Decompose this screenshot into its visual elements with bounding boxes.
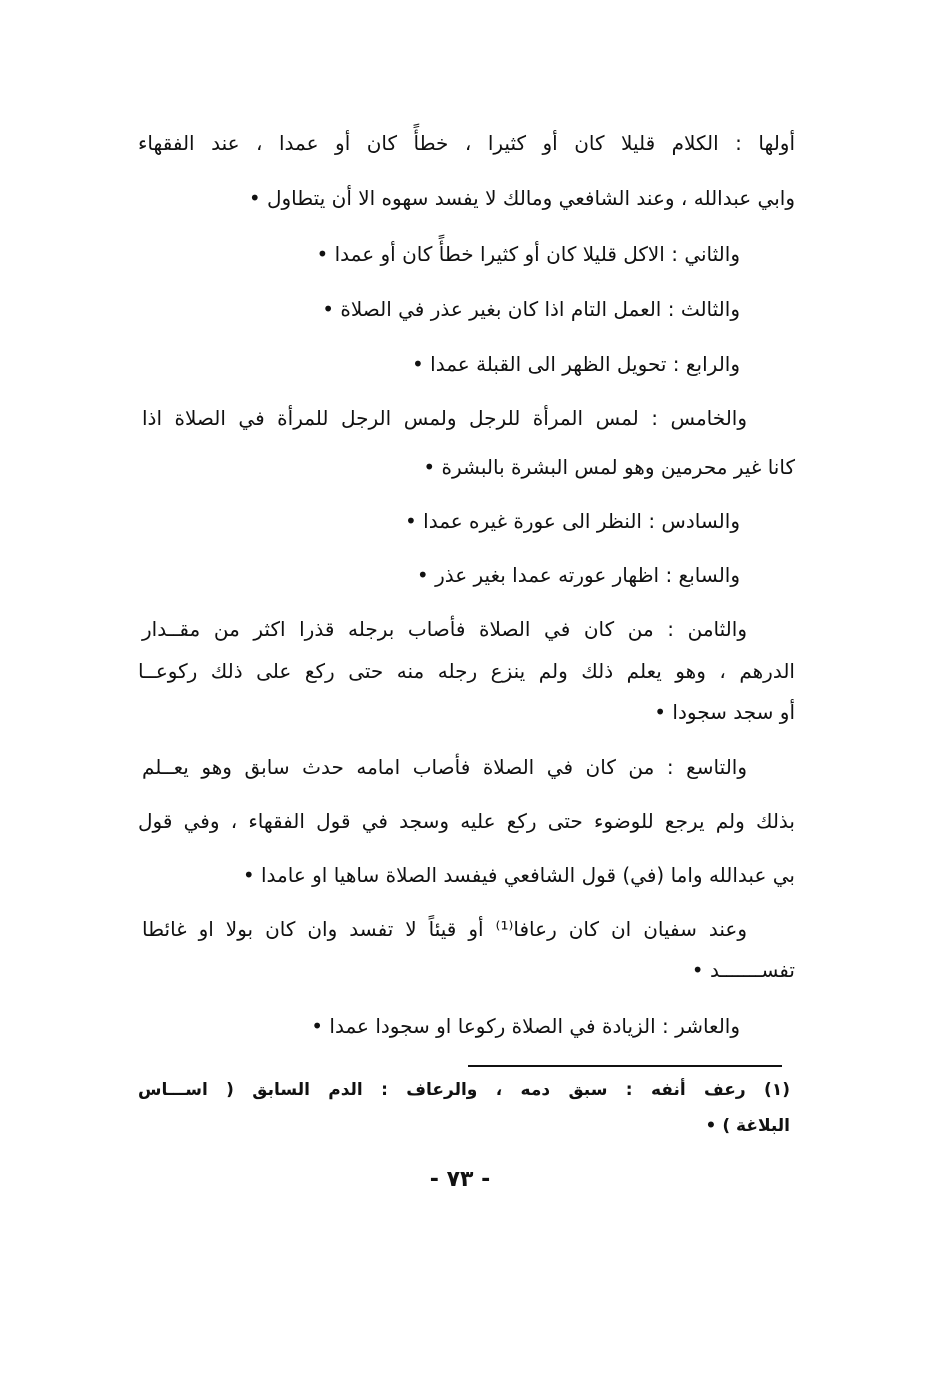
footnote-divider — [468, 1065, 782, 1067]
text-line: والسابع : اظهار عورته عمدا بغير عذر • — [416, 563, 740, 587]
footnote-line: (١) رعف أنفه : سبق دمه ، والرعاف : الدم السابق ( اســـاس — [138, 1080, 790, 1100]
text-line: والثاني : الاكل قليلا كان أو كثيرا خطأً كان أو عمدا • — [316, 242, 740, 266]
text-line: والرابع : تحويل الظهر الى القبلة عمدا • — [412, 352, 740, 376]
footnote-line: البلاغة ) • — [705, 1116, 790, 1136]
text-line: والسادس : النظر الى عورة غيره عمدا • — [404, 509, 740, 533]
page-number: - ٧٣ - — [429, 1167, 491, 1192]
text-line: والثامن : من كان في الصلاة فأصاب برجله قذرا اكثر من مقــدار — [142, 617, 747, 641]
text-line: والتاسع : من كان في الصلاة فأصاب امامه حدث سابق وهو يعــلم — [142, 755, 747, 779]
text-line: وعند سفيان ان كان رعافا⁽¹⁾ أو قيئاً لا تفسد وان كان بولا او غائطا — [142, 917, 747, 941]
text-line: والخامس : لمس المرأة للرجل ولمس الرجل للمرأة في الصلاة اذا — [142, 406, 747, 430]
text-line: بي عبدالله واما (في) قول الشافعي فيفسد الصلاة ساهيا او عامدا • — [242, 863, 795, 887]
text-line: وابي عبدالله ، وعند الشافعي ومالك لا يفسد سهوه الا أن يتطاول • — [248, 186, 795, 210]
text-line: الدرهم ، وهو يعلم ذلك ولم ينزع رجله منه حتى ركع على ذلك ركوعــا — [138, 659, 795, 683]
text-line: بذلك ولم يرجع للوضوء حتى ركع عليه وسجد في قول الفقهاء ، وفي قول — [138, 809, 795, 833]
text-line: والعاشر : الزيادة في الصلاة ركوعا او سجودا عمدا • — [311, 1014, 740, 1038]
text-line: أو سجد سجودا • — [654, 700, 795, 724]
text-line: والثالث : العمل التام اذا كان بغير عذر في الصلاة • — [322, 297, 740, 321]
text-line: أولها : الكلام قليلا كان أو كثيرا ، خطأً كان أو عمدا ، عند الفقهاء — [138, 131, 795, 155]
text-line: تفســـــــد • — [691, 958, 795, 982]
text-line: كانا غير محرمين وهو لمس البشرة بالبشرة • — [423, 455, 795, 479]
